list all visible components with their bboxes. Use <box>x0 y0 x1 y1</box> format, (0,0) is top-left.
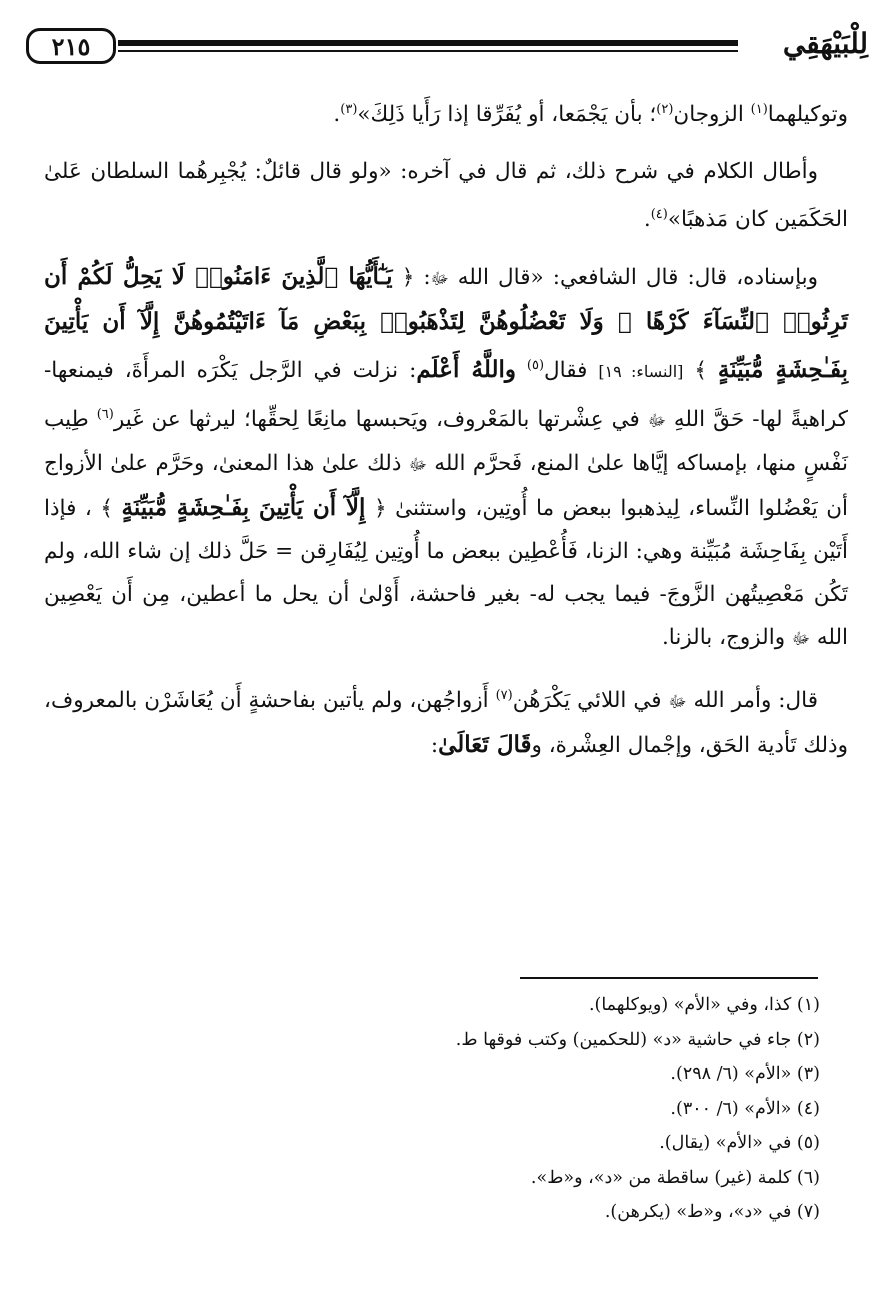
text-run: قال: وأمر الله <box>686 688 818 713</box>
footnote-2: (٢) جاء في حاشية «د» (للحكمين) وكتب فوقها ط. <box>455 1029 820 1050</box>
text-run: . <box>333 102 341 127</box>
text-run: : <box>430 733 439 758</box>
honorific-glyph: ﷻ <box>408 455 427 474</box>
text-run: وتوكيلهما <box>767 102 848 127</box>
paragraph-3 <box>44 255 848 660</box>
text-run: في اللائي يَكْرَهُن <box>512 688 669 713</box>
running-title: لِلْبَيْهَقِي <box>782 27 868 60</box>
quran-verse: يَـٰٓأَيُّهَا ٱلَّذِينَ ءَامَنُوا۟ لَا يَحِلُّ لَكُمْ أَن تَرِثُوا۟ ٱلنِّسَآءَ كَرْهًا ۖ وَلَا تَعْضُلُوهُنَّ لِتَذْهَبُوا۟ بِبَعْضِ مَآ ءَاتَيْتُمُوهُنَّ إِلَّآ أَن يَأْتِينَ بِفَـٰحِشَةٍ مُّبَيِّنَةٍ <box>44 263 848 383</box>
text-run: : نزلت في الرَّجل يَكْرَه المرأَةَ، فيمنعها-كراهيةً لها- حَقَّ اللهِ <box>44 358 849 432</box>
footnote-ref-2[interactable]: (٢) <box>656 102 674 117</box>
verse-reference: [النساء: ١٩] <box>598 362 684 381</box>
paragraph-1 <box>44 88 848 136</box>
text-run: الزوجان <box>673 102 751 127</box>
text-run: طِيب نَفْسٍ منها، بإمساكه إيَّاها علىٰ المنع، فَحرَّم الله <box>44 407 848 476</box>
footnote-5: (٥) في «الأم» (يقال). <box>659 1133 820 1153</box>
footnote-6: (٦) كلمة (غير) ساقطة من «د»، و«ط». <box>530 1167 820 1188</box>
text-run: والزوج، بالزنا. <box>661 625 792 650</box>
honorific-glyph: ﷻ <box>647 411 666 430</box>
footnote-ref-5[interactable]: (٥) <box>526 358 545 373</box>
footnote-ref-1[interactable]: (١) <box>750 102 768 117</box>
allah-knows-best: واللَّهُ أَعْلَم <box>416 356 516 383</box>
main-text <box>44 88 848 781</box>
header-rule-thin <box>118 50 738 52</box>
header-rule-thick <box>118 40 738 46</box>
footnote-7: (٧) في «د»، و«ط» (يكرهن). <box>604 1202 820 1222</box>
footnotes <box>60 988 820 1230</box>
text-run: : ﴿ <box>392 265 431 290</box>
text-run: وبإسناده، قال: قال الشافعي: «قال الله <box>448 265 818 290</box>
text-run: وأطال الكلام في شرح ذلك، ثم قال في آخره: «ولو قال قائلٌ: يُجْبِرهُما السلطان عَلىٰ الحَكَمَين كان مَذهبًا» <box>44 159 848 232</box>
text-run: ﴾ <box>683 358 718 383</box>
footnote-1: (١) كذا، وفي «الأم» (ويوكلهما). <box>588 995 820 1015</box>
text-run: ؛ بأن يَجْمَعا، أو يُفَرِّقا إذا رَأَيا ذَلِكَ» <box>357 102 657 127</box>
footnote-ref-7[interactable]: (٧) <box>495 688 513 703</box>
text-run: فقال <box>544 358 599 383</box>
footnote-3: (٣) «الأم» (٦/ ٢٩٨). <box>670 1064 820 1084</box>
footnote-4: (٤) «الأم» (٦/ ٣٠٠). <box>670 1098 820 1119</box>
text-run: في عِشْرتها بالمَعْروف، ويَحبسها مانِعًا لِحقِّها؛ ليرثها عن غَير <box>113 407 648 432</box>
honorific-glyph: ﷻ <box>668 692 687 711</box>
footnote-ref-4[interactable]: (٤) <box>650 207 668 222</box>
footnote-ref-6[interactable]: (٦) <box>96 407 114 422</box>
paragraph-4 <box>44 674 848 767</box>
text-run: ذلك علىٰ هذا المعنىٰ، وحَرَّم علىٰ الأزواج أن يَعْضُلوا النِّساء، لِيذهبوا ببعض ما أُوتِين، واستثنىٰ ﴿ <box>44 451 848 521</box>
text-run: . <box>643 207 651 232</box>
qal-taala: قَالَ تَعَالَىٰ <box>438 731 532 758</box>
text-run: أَزواجُهن، ولم يأتين بفاحشةٍ أَن يُعَاشَرْن بالمعروف، وذلك تَأدية الحَق، وإجْمال العِشْرة، و <box>44 688 848 758</box>
text-run: ﴾ ، فإذا أَتَيْن بِفَاحِشَة مُبَيِّنة وهي: الزنا، فَأُعْطِين ببعض ما أُوتِين لِيُفَارِقن = حَلَّ ذلك إن شاء الله، ولم تَكُن مَعْصِيتُهن الزَّوجَ- فيما يجب له- بغير فاحشة، أَوْلىٰ أن يحل ما أعطين، مِن أَن يَعْصِين الله <box>44 496 848 650</box>
paragraph-2 <box>44 150 848 241</box>
quran-verse-2: إِلَّآ أَن يَأْتِينَ بِفَـٰحِشَةٍ مُّبَيِّنَةٍ <box>121 494 366 521</box>
footnote-divider <box>520 977 818 979</box>
text-run <box>516 358 527 383</box>
page-header <box>26 24 868 74</box>
honorific-glyph: ﷻ <box>430 269 449 288</box>
honorific-glyph: ﷻ <box>791 629 810 648</box>
footnote-ref-3[interactable]: (٣) <box>340 102 358 117</box>
page-number: ٢١٥ <box>26 28 116 64</box>
